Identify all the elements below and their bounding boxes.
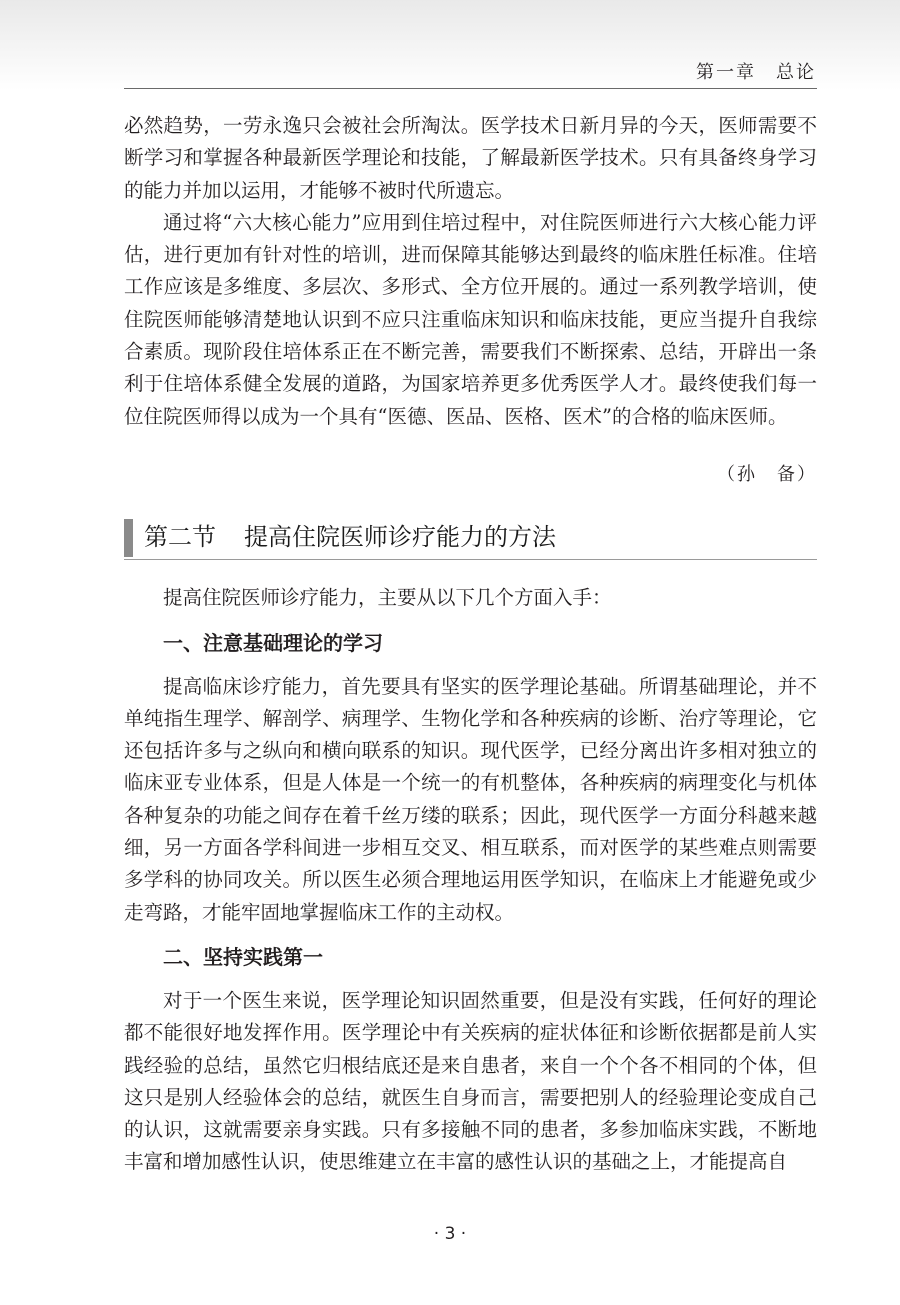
subheading-basic-theory: 一、注意基础理论的学习 (163, 630, 383, 655)
running-header: 第一章 总论 (696, 62, 816, 83)
paragraph-core-competencies: 通过将“六大核心能力”应用到住培过程中，对住院医师进行六大核心能力评估，进行更加有针对性的培训，进而保障其能够达到最终的临床胜任标准。住培工作应该是多维度、多层次、多形式、全方位开展的。通过一系列教学培训，使住院医师能够清楚地认识到不应只注重临床知识和临床技能，更应当提升自我综合素质。现阶段住培体系正在不断完善，需要我们不断探索、总结，开辟出一条利于住培体系健全发展的道路，为国家培养更多优秀医学人才。最终使我们每一位住院医师得以成为一个具有“医德、医品、医格、医术”的合格的临床医师。 (124, 210, 817, 428)
page-number: · 3 · (433, 1224, 467, 1244)
author-credit: （孙 备） (717, 463, 817, 485)
header-rule (124, 88, 817, 89)
section-title: 提高住院医师诊疗能力的方法 (244, 523, 556, 552)
paragraph-practice-first: 对于一个医生来说，医学理论知识固然重要，但是没有实践，任何好的理论都不能很好地发挥作用。医学理论中有关疾病的症状体征和诊断依据都是前人实践经验的总结，虽然它归根结底还是来自患者，来自一个个各不相同的个体，但这只是别人经验体会的总结，就医生自身而言，需要把别人的经验理论变成自己的认识，这就需要亲身实践。只有多接触不同的患者，多参加临床实践，不断地丰富和增加感性认识，使思维建立在丰富的感性认识的基础之上，才能提高自 (124, 988, 817, 1174)
paragraph-continuation: 必然趋势，一劳永逸只会被社会所淘汰。医学技术日新月异的今天，医师需要不断学习和掌握各种最新医学理论和技能，了解最新医学技术。只有具备终身学习的能力并加以运用，才能够不被时代所遗忘。 (124, 114, 817, 202)
section-intro: 提高住院医师诊疗能力，主要从以下几个方面入手： (163, 586, 612, 610)
subheading-practice-first: 二、坚持实践第一 (163, 944, 323, 969)
section-heading-bar (124, 519, 133, 557)
section-heading (124, 515, 817, 560)
page-content (124, 110, 817, 1179)
paragraph-basic-theory: 提高临床诊疗能力，首先要具有坚实的医学理论基础。所谓基础理论，并不单纯指生理学、解剖学、病理学、生物化学和各种疾病的诊断、治疗等理论，它还包括许多与之纵向和横向联系的知识。现代医学，已经分离出许多相对独立的临床亚专业体系，但是人体是一个统一的有机整体，各种疾病的病理变化与机体各种复杂的功能之间存在着千丝万缕的联系；因此，现代医学一方面分科越来越细，另一方面各学科间进一步相互交叉、相互联系，而对医学的某些难点则需要多学科的协同攻关。所以医生必须合理地运用医学知识，在临床上才能避免或少走弯路，才能牢固地掌握临床工作的主动权。 (124, 674, 817, 924)
section-number: 第二节 (144, 523, 216, 552)
